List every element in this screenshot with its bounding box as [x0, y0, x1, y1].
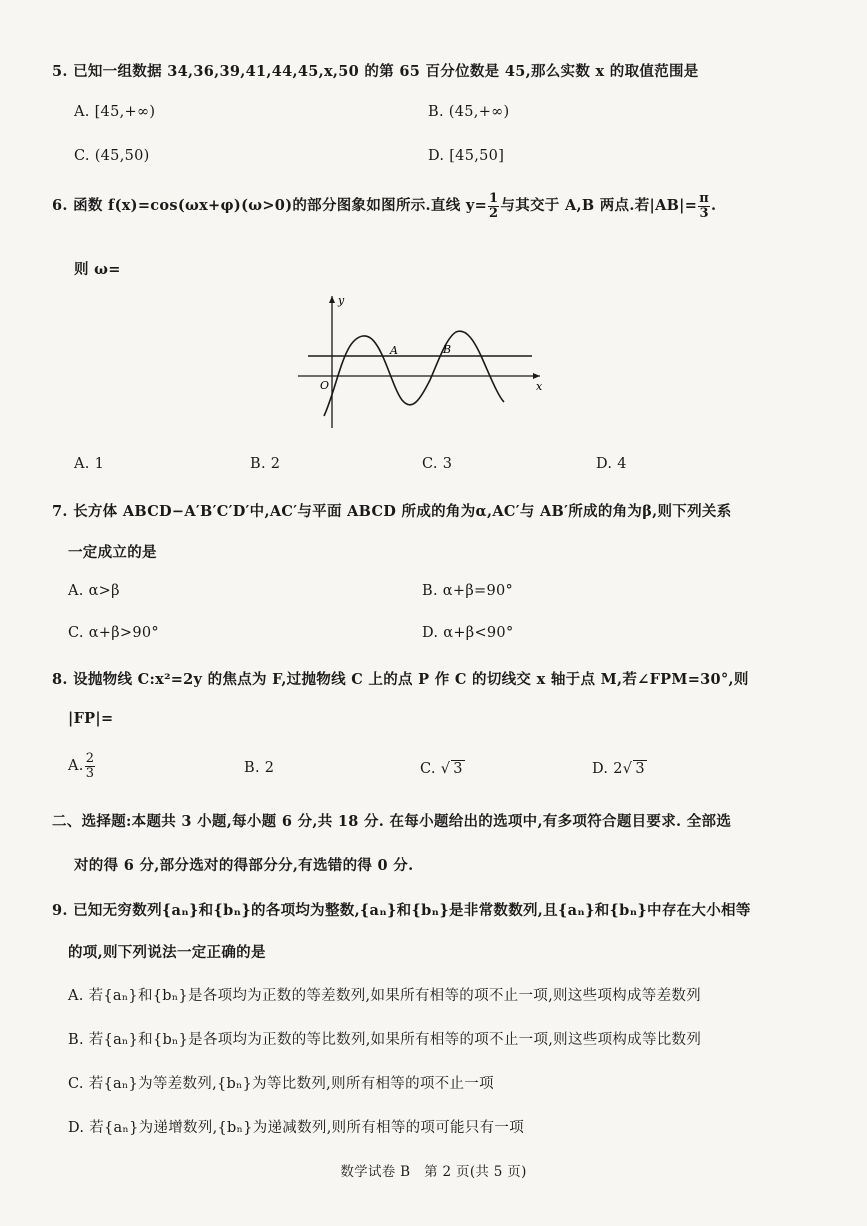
q8-option-d-radicand: 3 — [635, 761, 645, 777]
q6-stem-part-c: . — [711, 197, 717, 215]
q7-stem-line2: 一定成立的是 — [68, 544, 157, 561]
q6-option-b: B. 2 — [250, 456, 281, 472]
q6-fraction-pi-third: $\frac{\pi}{3}$ — [699, 191, 710, 221]
q8-stem-line1: 8. 设抛物线 C:x²=2y 的焦点为 F,过抛物线 C 上的点 P 作 C 的切线交 x 轴于点 M,若∠FPM=30°,则 — [52, 671, 749, 688]
x-axis-label: x — [536, 380, 543, 393]
page-footer: 数学试卷 B 第 2 页(共 5 页) — [340, 1164, 527, 1180]
point-a-label: A — [390, 344, 398, 357]
x-axis-arrow — [533, 373, 540, 379]
q8-option-b: B. 2 — [244, 760, 275, 776]
q6-fraction-half: $\frac{1}{2}$ — [489, 191, 499, 221]
y-axis-arrow — [329, 296, 335, 303]
q9-stem-line1: 9. 已知无穷数列{aₙ}和{bₙ}的各项均为整数,{aₙ}和{bₙ}是非常数数列,且{aₙ}和{bₙ}中存在大小相等 — [52, 902, 751, 919]
q5-option-d: D. [45,50] — [428, 148, 505, 164]
q9-stem-line2: 的项,则下列说法一定正确的是 — [68, 944, 266, 961]
origin-label: O — [320, 379, 330, 392]
q9-option-a: A. 若{aₙ}和{bₙ}是各项均为正数的等差数列,如果所有相等的项不止一项,则这些项构成等差数列 — [68, 988, 701, 1004]
y-axis-label: y — [338, 294, 345, 307]
q6-option-c: C. 3 — [422, 456, 453, 472]
q7-option-b: B. α+β=90° — [422, 583, 514, 599]
q5-option-c: C. (45,50) — [74, 148, 150, 164]
q6-option-a: A. 1 — [74, 456, 105, 472]
q6-cosine-graph — [290, 288, 550, 438]
q5-option-b: B. (45,+∞) — [428, 104, 510, 120]
section2-heading-line2: 对的得 6 分,部分选对的得部分分,有选错的得 0 分. — [74, 857, 414, 874]
q8-option-c-label: C. — [420, 761, 436, 777]
q9-option-d: D. 若{aₙ}为递增数列,{bₙ}为递减数列,则所有相等的项可能只有一项 — [68, 1120, 525, 1136]
q8-option-d: D. 2√ 3 — [592, 761, 645, 777]
q6-stem-part-a: 6. 函数 f(x)=cos(ωx+φ)(ω>0)的部分图象如图所示.直线 y= — [52, 197, 488, 215]
q8-option-a-label: A. — [68, 758, 84, 775]
cosine-curve — [324, 331, 504, 416]
section2-heading-line1: 二、选择题:本题共 3 小题,每小题 6 分,共 18 分. 在每小题给出的选项中,有多项符合题目要求. 全部选 — [52, 813, 732, 830]
q5-option-a: A. [45,+∞) — [74, 104, 156, 120]
q7-option-a: A. α>β — [68, 583, 120, 599]
q8-stem-line2: |FP|= — [68, 710, 114, 727]
q8-option-d-label: D. 2 — [592, 761, 623, 777]
q6-stem-line2: 则 ω= — [74, 261, 121, 278]
q9-option-b: B. 若{aₙ}和{bₙ}是各项均为正数的等比数列,如果所有相等的项不止一项,则这些项构成等比数列 — [68, 1032, 702, 1048]
q5-stem: 5. 已知一组数据 34,36,39,41,44,45,x,50 的第 65 百分位数是 45,那么实数 x 的取值范围是 — [52, 63, 699, 80]
q6-stem-part-b: 与其交于 A,B 两点.若|AB|= — [500, 197, 698, 215]
q6-option-d: D. 4 — [596, 456, 627, 472]
point-b-label: B — [443, 343, 452, 356]
q7-option-c: C. α+β>90° — [68, 625, 159, 641]
q7-option-d: D. α+β<90° — [422, 625, 514, 641]
q6-stem — [52, 192, 716, 220]
q8-option-c-radicand: 3 — [453, 761, 463, 777]
q9-option-c: C. 若{aₙ}为等差数列,{bₙ}为等比数列,则所有相等的项不止一项 — [68, 1076, 494, 1092]
q7-stem-line1: 7. 长方体 ABCD−A′B′C′D′中,AC′与平面 ABCD 所成的角为α,AC′与 AB′所成的角为β,则下列关系 — [52, 503, 732, 520]
q8-option-a-fraction: $\frac{2}{3}$ — [85, 751, 95, 781]
q8-option-a — [68, 752, 96, 780]
q8-option-c: C. √ 3 — [420, 761, 463, 777]
